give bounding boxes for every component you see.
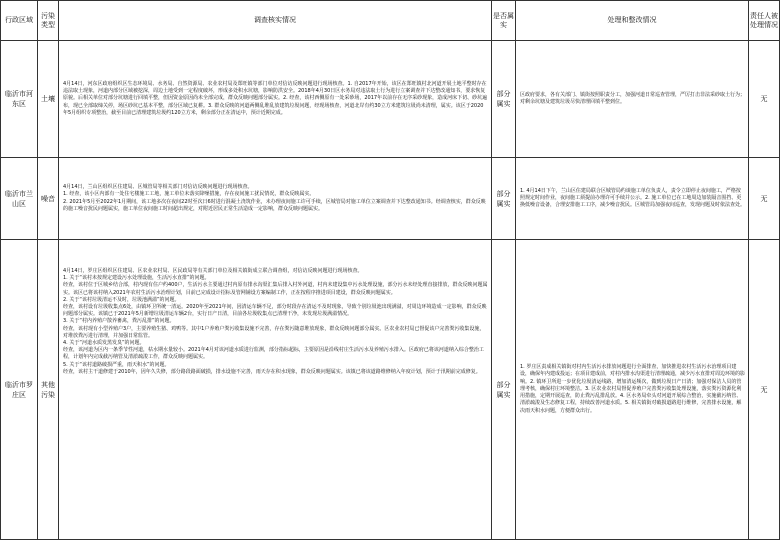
investigation-cell xyxy=(59,240,492,540)
handling-cell: 1. 4月14日下午，兰山区住建局联合区城管局约谈施工单位负责人，责令立即停止夜间施工，严格按照规定时间作业，夜间施工须提前办理许可手续并公示。2. 施工单位已在工地周边加装隔音围挡、更换低噪音设备，合理安排施工工序，减少噪音扰民。区城管局加强夜间巡查，发现问题及时依法查处。 xyxy=(516,158,749,240)
investigation-paragraph: 2. 关于“该村垃圾清运不及时，垃圾池满溢”的问题。 xyxy=(63,296,180,303)
investigation-paragraph: 2. 2021年5月至2022年1月期间，该工地多次在夜间22时至次日6时进行混凝土浇筑作业，未办理夜间施工许可手续，区城管局对施工单位立案调查并下达整改通知书。经调查核实，群众反映的施工噪音扰民问题属实，施工单位夜间施工时间超出规定，对附近居民正常生活造成一定影响，群众反映问题属实。 xyxy=(63,198,486,212)
investigation-paragraph: 4. 关于“河道水质发黑发臭”的问题。 xyxy=(63,340,145,347)
table-row xyxy=(1,41,780,158)
investigation-paragraph: 4月14日，罗庄区组织区住建局、区农业农村局、区民政局等有关部门单位及相关镇街成立联合调查组，对信访反映问题进行现场核查。 xyxy=(63,268,363,274)
handling-cell: 区政府要求，各有关部门、镇街按照职责分工，加强河道日常巡查管理，严厉打击非法采砂取土行为；对剩余坑塘及建筑垃圾尽快清理回填平整到位。 xyxy=(516,41,749,158)
investigation-paragraph: 经查，该村主干道修建于2010年，因年久失修，部分路段路面破损，排水设施不完善，雨天存在积水现象，群众反映问题属实。该镇已将该道路维修纳入年度计划，预计于汛期前完成修复。 xyxy=(63,368,481,375)
region-cell: 临沂市罗庄区 xyxy=(1,240,38,540)
investigation-cell xyxy=(59,158,492,240)
type-cell: 噪音 xyxy=(38,158,59,240)
investigation-paragraph: 经查，该村设有垃圾收集点6处，由镇环卫所统一清运。2020年至2021年间，因清运车辆不足，部分时段存在清运不及时现象，导致个别垃圾池出现满溢，对周边环境造成一定影响，群众反映问题部分属实。该镇已于2021年5月新增垃圾清运车辆2台，实行日产日清，目前各垃圾收集点已清理干净，未发现垃圾满溢情况。 xyxy=(63,304,487,318)
responsible-cell: 无 xyxy=(749,158,780,240)
table-row xyxy=(1,240,780,540)
investigation-paragraph: 经查，该河道为区内一条季节性河道，枯水期水量较小。2021年4月对该河道水质进行监测，部分指标超标，主要原因是沿线村庄生活污水及养殖污水排入。区政府已将该河道纳入综合整治工程，计划年内完成截污纳管及清淤疏浚工作，群众反映问题属实。 xyxy=(63,347,484,361)
region-cell: 临沂市兰山区 xyxy=(1,158,38,240)
investigation-cell xyxy=(59,41,492,158)
handling-cell: 1. 罗庄区责成相关镇街对村内生活污水排放问题进行全面排查，加快推进农村生活污水治理项目建设，确保年内建成投运；在项目建成前，对村内排水沟渠进行清理疏通，减少污水直排对周边环境的影响。2. 镇环卫所进一步优化垃圾清运线路，增加清运频次，做到垃圾日产日清；加强对保洁人员的管理考核，确保村庄环境整洁。3. 区农业农村局督促养殖户完善粪污收集处理设施，落实粪污资源化利用措施，定期开展巡查，防止粪污乱排乱放。4. 区水务局牵头对河道开展综合整治，实施截污纳管、清淤疏浚及生态修复工程，持续改善河道水质。5. 相关镇街对破损道路进行维修，完善排水设施，解决雨天积水问题，方便群众出行。 xyxy=(516,240,749,540)
verified-cell: 部分属实 xyxy=(492,158,516,240)
investigation-paragraph: 4月14日，兰山区组织区住建局、区城管局等相关部门对信访反映问题进行现场核查。 xyxy=(63,184,253,191)
investigation-paragraph: 4月14日，河东区政府组织区生态环境局、水务局、自然资源局、农业农村局及郑旺镇等部门单位对信访反映问题进行现场核查。1. 自2017年开始，该区在郑旺镇村北河道开展土地平整时存在违法取土现象，河道内部分区域被挖深，周边土地受到一定程度破坏，形成多处积水坑塘，影响防洪安全。2018年4月30日区水务局对违法取土行为进行立案调查并下达整改通知书，要求恢复原貌。后相关单位对部分坑塘进行回填平整，但因资金原因尚未全部完成，群众反映问题部分属实。2. 经查，该村西侧原有一处采砂场，2017年以前存在无序采砂现象，造成河床下切、砂坑遍布，现已全部取缔关停，场区砂坑已基本平整，部分区域已复耕。3. 群众反映的河道两侧乱堆乱放建筑垃圾问题，经现场核查，河道北岸有约30立方米建筑垃圾尚未清理，属实。该区于2020年5月组织专项整治，截至目前已清理建筑垃圾约120立方米，剩余部分正在清运中，预计近期完成。 xyxy=(63,80,488,116)
header-investigation: 调查核实情况 xyxy=(59,1,492,41)
header-verified: 是否属实 xyxy=(492,1,516,41)
investigation-paragraph: 1. 经查，该小区内部有一处住宅楼施工工地，施工单位未落实降噪措施，存在夜间施工扰民情况，群众反映属实。 xyxy=(63,191,315,198)
investigation-paragraph: 1. 关于“该村未按规定建设污水处理设施，生活污水直排”的问题。 xyxy=(63,275,210,282)
table-row xyxy=(1,158,780,240)
header-row xyxy=(1,1,780,41)
region-cell: 临沂市河东区 xyxy=(1,41,38,158)
type-cell: 土壤 xyxy=(38,41,59,158)
responsible-cell: 无 xyxy=(749,41,780,158)
header-pollution-type: 污染类型 xyxy=(38,1,59,41)
header-region: 行政区域 xyxy=(1,1,38,41)
header-responsible: 责任人被处理情况 xyxy=(749,1,780,41)
investigation-paragraph: 3. 关于“村内养殖户散养畜禽，粪污乱排”的问题。 xyxy=(63,318,175,325)
header-handling: 处理和整改情况 xyxy=(516,1,749,41)
verified-cell: 部分属实 xyxy=(492,41,516,158)
type-cell: 其他污染 xyxy=(38,240,59,540)
verified-cell: 部分属实 xyxy=(492,240,516,540)
responsible-cell: 无 xyxy=(749,240,780,540)
investigation-paragraph: 经查，该村位于区城乡结合部，村内现有住户约400户，生活污水主要通过村内原有排水沟渠汇集后排入村外河道，村内未建设集中污水处理设施，部分污水未经处理直接排放，群众反映问题属实。该区已将该村纳入2021年农村生活污水治理计划，目前已完成设计招标及管网铺设方案编制工作，正在按程序推进项目建设，群众反映问题属实。 xyxy=(63,282,488,296)
investigation-paragraph: 5. 关于“该村道路破损严重，雨天积水”的问题。 xyxy=(63,361,170,368)
investigation-paragraph: 经查，该村现有小型养殖户3户，主要养殖生猪、鸡鸭等。其中1户养殖户粪污收集设施不完善，存在粪污随意堆放现象，群众反映问题部分属实。区农业农村局已督促该户完善粪污收集设施，对堆放粪污进行清理，并加强日常监管。 xyxy=(63,325,485,339)
